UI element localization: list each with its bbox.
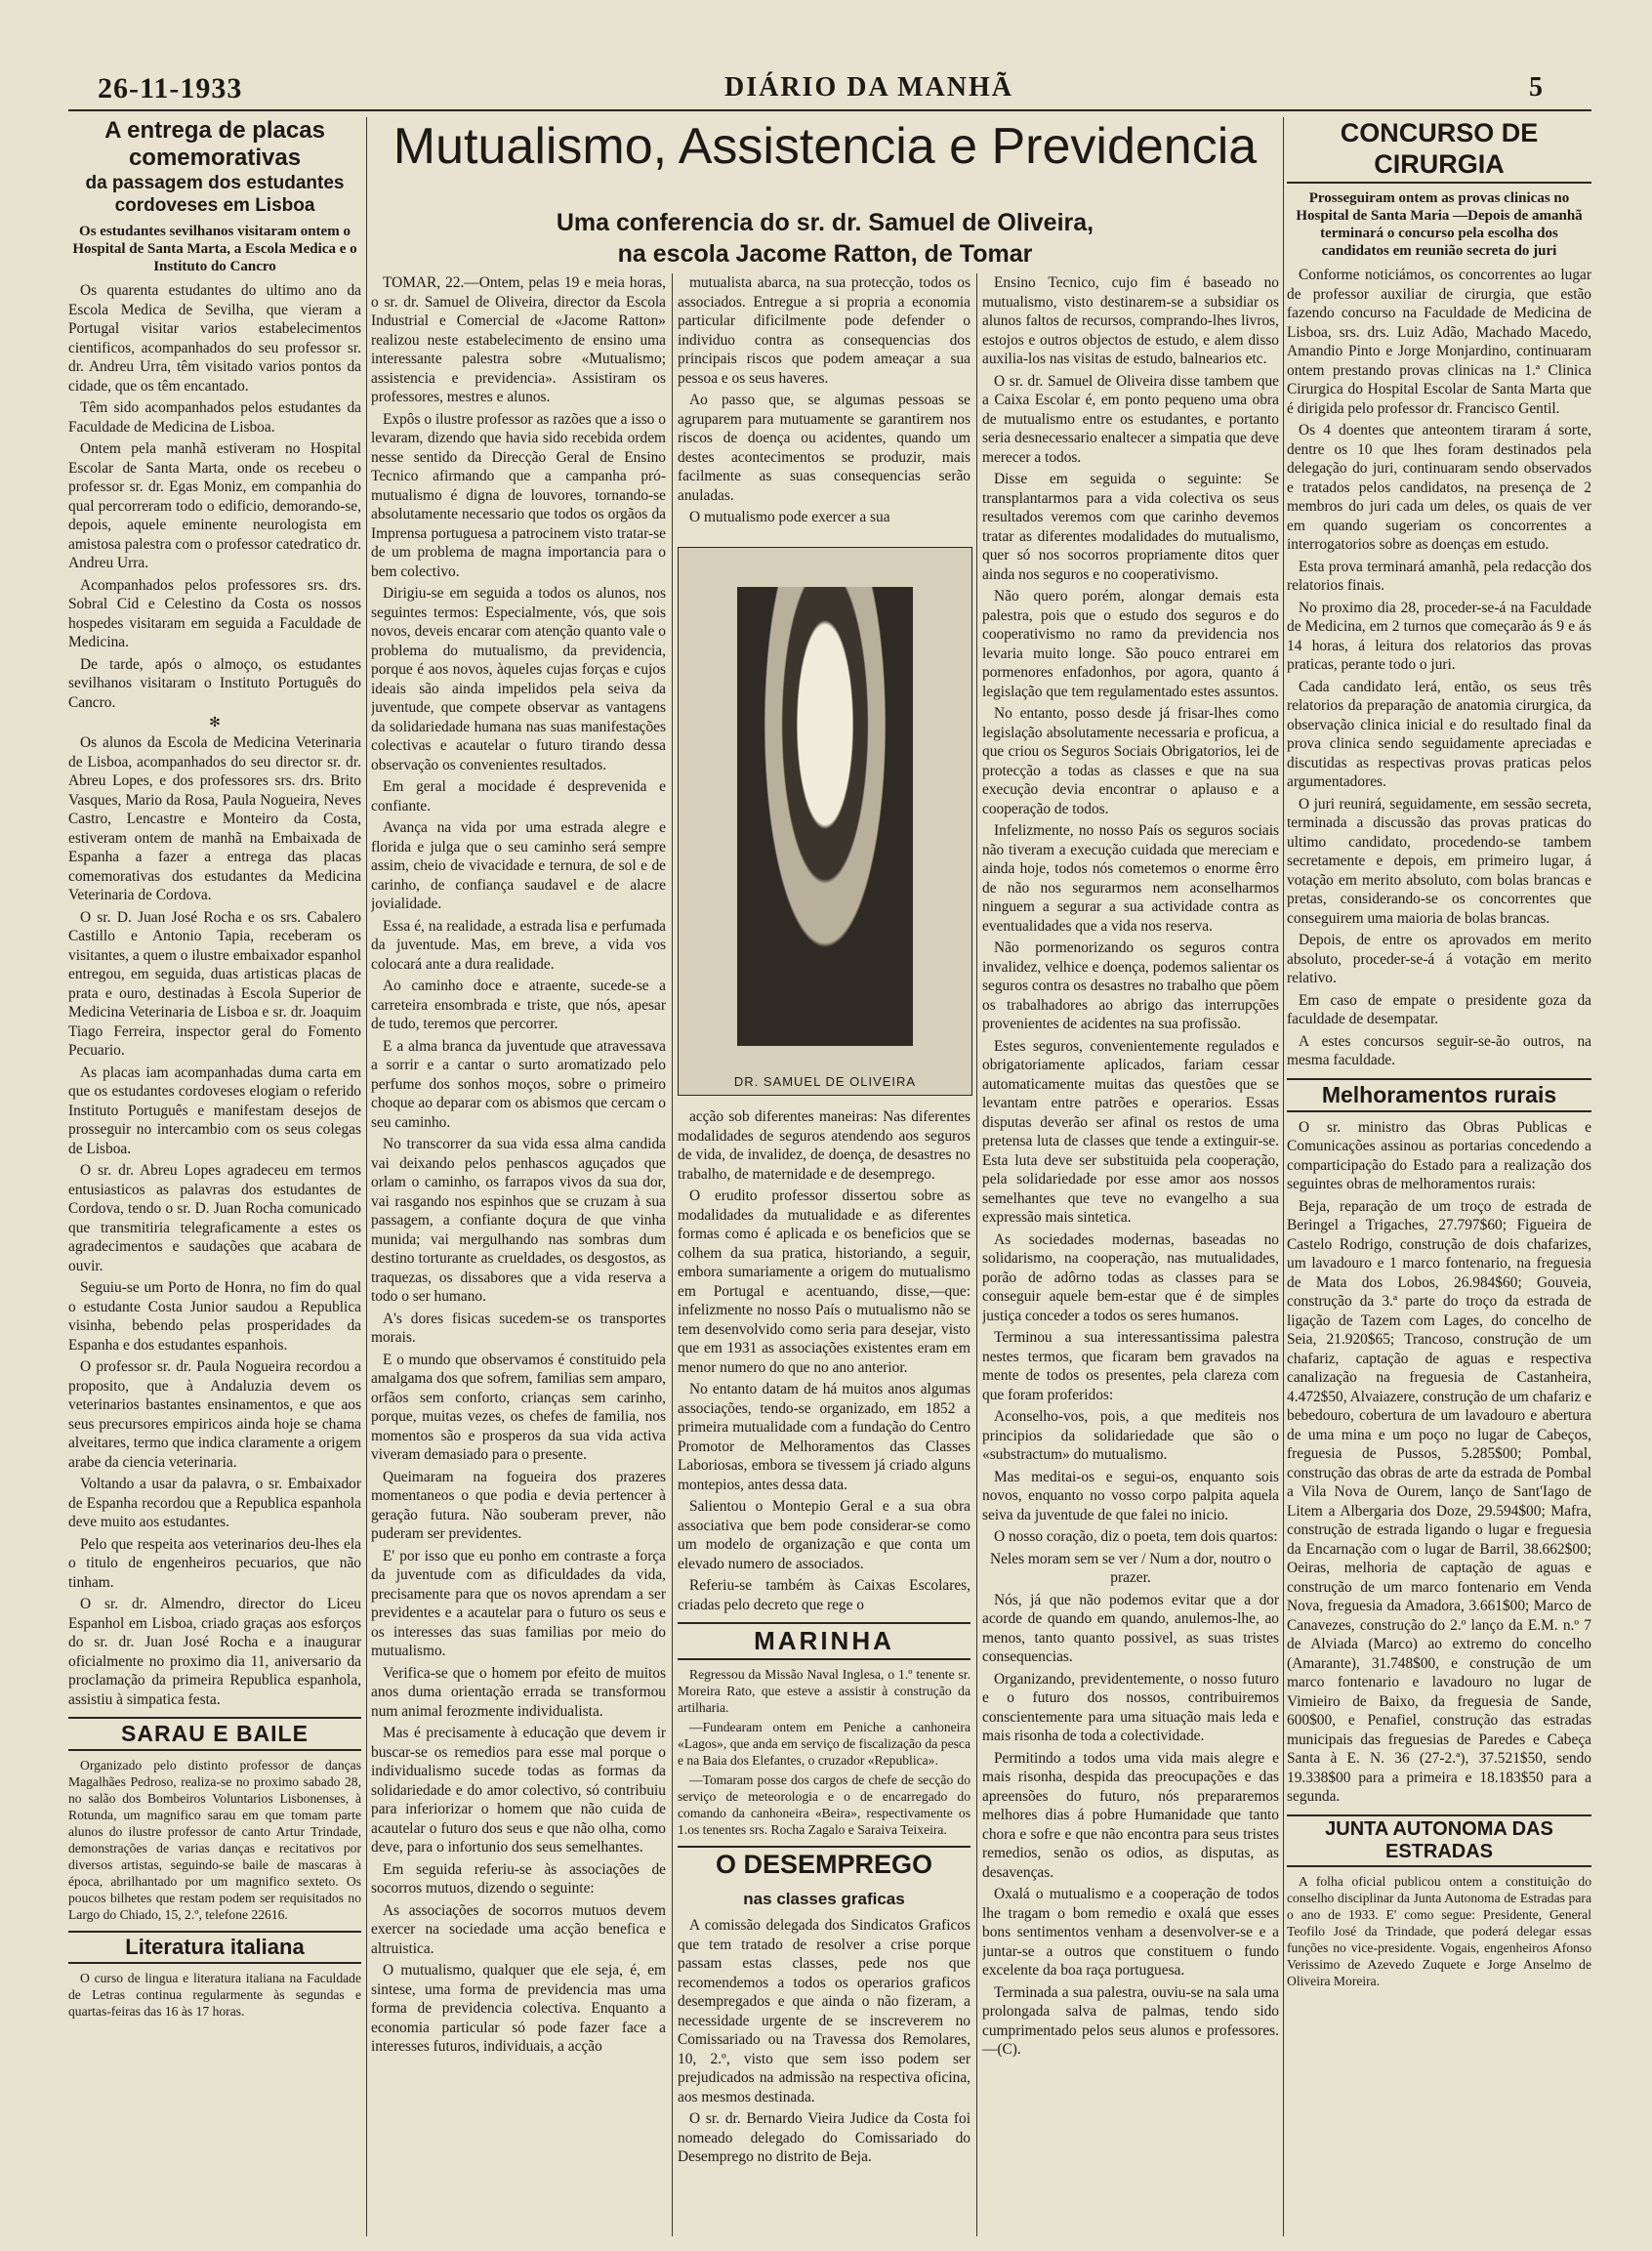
paragraph: Nós, já que não podemos evitar que a dor acorde de quando em quando, anulemos-lhe, ao menos, tanto quanto possivel, as suas tristes consequencias. (982, 1591, 1279, 1665)
paragraph: Terminada a sua palestra, ouviu-se na sala uma prolongada salva de palmas, tendo sido cumprimentado pelos seus alunos e professores.—(C). (982, 1983, 1279, 2058)
paragraph: Expôs o ilustre professor as razões que a isso o levaram, dizendo que havia sido recebida ordem nesse sentido da Direcção Geral de Ensino Tecnico afirmando que a campanha pró-mutualismo é digna de louvores, tornando-se absolutamente necessario que todos os orgãos da Imprensa portuguesa a patrocinem visto tratar-se de um problema de magna importancia para o bem colectivo. (371, 410, 666, 580)
paragraph: Terminou a sua interessantissima palestra nestes termos, que ficaram bem gravados na mente de todos os presentes, pela clareza com que foram proferidos: (982, 1329, 1279, 1403)
paragraph: No transcorrer da sua vida essa alma candida vai deixando pelos penhascos aguçados que orlam o caminho, os farrapos vivos da sua dor, vai rasgando nos espinhos que se cruzam à sua passagem, a confiante doçura de que vinha munida; vai mergulhando nas sombras dum destino torturante as crueldades, os desgostos, as traquezas, os dissabores que a vida reserva a todo o ser humano. (371, 1136, 666, 1305)
article-headline-sarau: SARAU E BAILE (68, 1717, 361, 1751)
column-rule (1283, 117, 1284, 2236)
article-headline-cirurgia: CONCURSO DE CIRURGIA (1287, 117, 1591, 184)
paragraph: O sr. dr. Almendro, director do Liceu Espanhol em Lisboa, criado graças aos esforços do sr. dr. Juan José Rocha e a inaugurar oficialmente no proximo dia 11, aniversario da proclamação da primeira Republica espanhola, assistiu à simpatica festa. (68, 1596, 361, 1708)
paragraph: Ontem pela manhã estiveram no Hospital Escolar de Santa Marta, onde os recebeu o professor sr. dr. Egas Moniz, em companhia do qual percorreram todo o edificio, demorando-se, depois, aquele eminente neurologista em amistosa palestra com o professor catedratico dr. Andreu Urra. (68, 440, 361, 571)
paragraph: acção sob diferentes maneiras: Nas diferentes modalidades de seguros atendendo aos seguros de vida, de invalidez, de doença, de desastres no trabalho, de maternidade e de desemprego. (678, 1108, 971, 1183)
paragraph: O erudito professor dissertou sobre as modalidades da mutualidade e as diferentes formas como é aplicada e os beneficios que se colhem da sua pratica, historiando, a seguir, embora sumariamente a origem do mutualismo em Portugal e acentuando, disse,—que: infelizmente no nosso País o mutualismo não se tem desenvolvido como seria para desejar, visto que em 1931 as associações existentes eram em menor numero do que no ano anterior. (678, 1188, 971, 1376)
feature-article-mutualismo (371, 117, 1279, 2236)
paragraph: O professor sr. dr. Paula Nogueira recordou a proposito, que à Andaluzia devem os veterinarios bastantes ensinamentos, e que aos seus precursores empiricos ainda hoje se chama alveitares, termo que indica claramente a origem arabe da ciencia veterinaria. (68, 1358, 361, 1471)
article-headline-marinha: MARINHA (678, 1622, 971, 1660)
paragraph: Beja, reparação de um troço de estrada de Beringel a Trigaches, 27.797$60; Figueira de Castelo Rodrigo, construção de dois chafarizes, um lavadouro e 1 marco fontenario, na freguesia de Mata dos Lobos, 26.984$60; Gouveia, construção da 3.ª parte do troço da estrada de ligação de Tazem com Lages, do concelho de Seia, 21.920$65; Trancoso, construção de um chafariz, captação de aguas e respectiva canalização na freguesia de Castanheira, 4.472$50, Alvaiazere, construção de um chafariz e bebedouro, cobertura de um lavadouro e abertura de uma mina e um poço no lugar de Cabeços, freguesia de Pussos, 5.285$00; Pombal, construção das obras de arte da estrada de Pombal a Vila Nova de Ourem, lanço de Sant'Iago de Litem a Albergaria dos Doze, 29.594$00; Mafra, construção de estrada ligando o lugar e freguesia da Encarnação com o lugar de Barril, 38.662$00; Oeiras, melhoria de captação de aguas e construção de um marco fontenario em Venda Nova, freguesia da Amadora, 3.661$00; Marco de Canavezes, construção do 2.º lanço da E.M. n.º 7 de Alviada (Marco) ao extremo do concelho (Amarante), 31.748$00, e construção de um marco fontenario e lavadouro no lugar de Vimieiro de Baixo, da freguesia de Sande, 600$00, e Penafiel, construção das estradas municipais das freguesias de Paredes e Cabeça Santa à E. N. 36 (27-2.ª), 37.521$50, sendo 19.338$00 para a primeira e 18.183$50 para a segunda. (1287, 1197, 1591, 1805)
paragraph: No proximo dia 28, proceder-se-á na Faculdade de Medicina, em 2 turnos que começarão ás 9 e ás 14 horas, á leitura dos relatorios das provas praticas, perante todo o juri. (1287, 599, 1591, 673)
paragraph: A comissão delegada dos Sindicatos Graficos que tem tratado de resolver a crise porque passam estas classes, pede nos que recomendemos a todos os operarios graficos desempregados e que ainda o não fizeram, a necessidade urgente de se inscreverem no Comissariado ou na Travessa dos Remolares, 10, 2.º, visto que sem isso podem ser prejudicados na admissão na respectiva oficina, aos mesmos destinada. (678, 1917, 971, 2105)
left-column (68, 117, 361, 2236)
column-rule (366, 117, 367, 2236)
photo-caption: DR. SAMUEL DE OLIVEIRA (733, 1074, 917, 1089)
paragraph: Dirigiu-se em seguida a todos os alunos, nos seguintes termos: Especialmente, vós, que sois novos, deveis encarar com atenção quanto vale o problema do mutualismo, da previdencia, porque é aos novos, àqueles cujas forças e cujos ideais são ainda impelidos pela seiva da juventude, que compete observar as vantagens da solidariedade humana nas suas manifestações colectivas e acautelar o futuro tirando dessa observação os convenientes resultados. (371, 585, 666, 773)
paragraph: Em caso de empate o presidente goza da faculdade de desempatar. (1287, 991, 1591, 1027)
feature-subheadline-line2: na escola Jacome Ratton, de Tomar (617, 240, 1033, 268)
paragraph: As associações de socorros mutuos devem exercer na sociedade uma acção benefica e altruistica. (371, 1901, 666, 1957)
article-subheadline-placas: da passagem dos estudantes cordoveses em Lisboa (85, 173, 345, 216)
column-rule (672, 273, 673, 2236)
paragraph: Avança na vida por uma estrada alegre e florida e julga que o seu caminho será sempre assim, cheio de vivacidade e ternura, de sol e de carinho, de confiança saudavel e de alacre jovialidade. (371, 819, 666, 912)
paragraph: O mutualismo pode exercer a sua (689, 509, 890, 525)
paragraph: O curso de lingua e literatura italiana na Faculdade de Letras continua regularmente às segundas e quartas-feiras das 16 às 17 horas. (68, 1971, 361, 2019)
issue-date: 26-11-1933 (98, 72, 243, 104)
article-body-sarau (68, 1757, 361, 1923)
separator-star: ✻ (209, 716, 221, 730)
paragraph: Depois, de entre os aprovados em merito absoluto, proceder-se-á á votação em merito relativo. (1287, 932, 1591, 986)
paragraph: Voltando a usar da palavra, o sr. Embaixador de Espanha recordou que a Republica espanhola deve muito aos estudantes. (68, 1476, 361, 1530)
paragraph: Pelo que respeita aos veterinarios deu-lhes ela o titulo de engenheiros pecuarios, que não tinham. (68, 1535, 361, 1591)
paragraph: A folha oficial publicou ontem a constituição do conselho disciplinar da Junta Autonoma de Estradas para o ano de 1933. E' como segue: Presidente, General Teofilo José da Trindade, que poderá delegar essas funções no vice-presidente. Vogais, engenheiros Afonso Verissimo de Azevedo Zuquete e Jorge Anselmo de Oliveira Moreira. (1287, 1873, 1591, 1988)
paragraph: Mas meditai-os e segui-os, enquanto sois novos, enquanto no vosso corpo palpita aquela seiva da juventude de que falei no inicio. (982, 1468, 1279, 1523)
paragraph: —Tomaram posse dos cargos de chefe de secção do serviço de meteorologia e o de encarregado do comando da canhoneira «Beira», respectivamente os 1.os tenentes srs. Rocha Zagalo e Saraiva Teixeira. (678, 1772, 971, 1837)
paragraph: E a alma branca da juventude que atravessava a sorrir e a cantar o surto aromatizado pelo perfume dos sonhos moços, sobre o primeiro choque ao deparar com os abismos que cercam o seu caminho. (371, 1037, 666, 1131)
paragraph: mutualista abarca, na sua protecção, todos os associados. Entregue a si propria a economia particular dificilmente pode defender o individuo contra as consequencias dos principais riscos que podem ameaçar a sua pessoa e os seus haveres. (678, 274, 971, 387)
paragraph: Regressou da Missão Naval Inglesa, o 1.º tenente sr. Moreira Rato, que esteve a assistir à construção da artilharia. (678, 1667, 971, 1715)
article-headline-desemprego: O DESEMPREGO (678, 1846, 971, 1882)
article-body-melhoramentos (1287, 1118, 1591, 1807)
paragraph: Os quarenta estudantes do ultimo ano da Escola Medica de Sevilha, que vieram a Portugal visitar varios estabelecimentos cientificos, acompanhados do seu professor sr. dr. Andreu Urra, têm visitado varios pontos da cidade, que os têm encantado. (68, 282, 361, 395)
paragraph: Salientou o Montepio Geral e a sua obra associativa que bem pode considerar-se como um modelo de organização e que conta um elevado numero de associados. (678, 1498, 971, 1572)
paragraph: Os 4 doentes que anteontem tiraram á sorte, dentre os 10 que lhes foram destinados pela delegação do juri, continuaram sendo observados e tratados pelos candidatos, na presença de 2 membros do juri cada um deles, os quais de ver em quando sugeriam os concorrentes a interrogatorios sobre as doenças em estudo. (1287, 422, 1591, 553)
paragraph: De tarde, após o almoço, os estudantes sevilhanos visitaram o Instituto Português do Cancro. (68, 655, 361, 711)
article-lede-sevilhanos: Os estudantes sevilhanos visitaram ontem o Hospital de Santa Marta, a Escola Medica e o Instituto do Cancro (72, 224, 357, 274)
portrait-image (737, 587, 913, 1046)
paragraph: O mutualismo, qualquer que ele seja, é, em sintese, uma forma de previdencia mas uma forma de previdencia colectiva. Enquanto a economia particular só pode fazer face a interesses futuros, individuais, a acção (371, 1962, 666, 2055)
paragraph: No entanto, posso desde já frisar-lhes como legislação absolutamente necessaria e proficua, a que criou os Seguros Sociais Obrigatorios, lei de protecção a todas as classes e que na sua execução devia encontrar o aplauso e a cooperação de todos. (982, 705, 1279, 817)
paragraph: O sr. dr. Bernardo Vieira Judice da Costa foi nomeado delegado do Comissariado do Desemprego no distrito de Beja. (678, 2110, 971, 2165)
paragraph: O sr. dr. Abreu Lopes agradeceu em termos entusiasticos as palavras dos estudantes de Cordova, tendo o sr. D. Juan Rocha comunicado que transmitiria telegraficamente a estes os agradecimentos e saudações que acabara de ouvir. (68, 1162, 361, 1274)
paragraph: Acompanhados pelos professores srs. drs. Sobral Cid e Celestino da Costa os nossos hospedes visitaram em seguida a Faculdade de Medicina. (68, 576, 361, 650)
paragraph: No entanto datam de há muitos anos algumas associações, tendo-se organizado, em 1852 a primeira mutualidade com a fundação do Centro Promotor de Melhoramentos das Classes Laboriosas, embora se tivessem já criado alguns montepios, antes dessa data. (678, 1381, 971, 1493)
paragraph: As sociedades modernas, baseadas no solidarismo, na cooperação, nas mutualidades, porão de adôrno todas as classes para se conseguir aquele bem-estar que é de simples justiça conceder a todos os seres humanos. (982, 1230, 1279, 1324)
feature-headline: Mutualismo, Assistencia e Previdencia (392, 118, 1258, 175)
article-body-cordoveses (68, 733, 361, 1709)
article-headline-junta: JUNTA AUTONOMA DAS ESTRADAS (1287, 1814, 1591, 1867)
portrait-photo (678, 547, 972, 1096)
paragraph: Ao passo que, se algumas pessoas se agruparem para mutuamente se garantirem nos riscos de doença ou acidentes, quando um destes acontecimentos se produzir, mais facilmente as suas consequencias serão anuladas. (678, 392, 971, 504)
paragraph: Seguiu-se um Porto de Honra, no fim do qual o estudante Costa Junior saudou a Republica visinha, bebendo pelas prosperidades da Espanha e dos estudantes espanhois. (68, 1279, 361, 1354)
article-headline-placas: A entrega de placas comemorativas (104, 117, 325, 171)
feature-column-1 (371, 273, 666, 2236)
article-headline-melhoramentos: Melhoramentos rurais (1287, 1078, 1591, 1112)
article-body-literatura (68, 1970, 361, 2020)
page-number: 5 (1529, 72, 1543, 103)
paragraph: O sr. ministro das Obras Publicas e Comunicações assinou as portarias concedendo a comparticipação do Estado para a realização dos seguintes obras de melhoramentos rurais: (1287, 1118, 1591, 1192)
paragraph: TOMAR, 22.—Ontem, pelas 19 e meia horas, o sr. dr. Samuel de Oliveira, director da Escola Industrial e Comercial de «Jacome Ratton» realizou neste estabelecimento de ensino uma interessante palestra sobre «Mutualismo; assistencia e previdencia». Assistiram os professores, mestres e alunos. (371, 274, 666, 405)
article-body-junta (1287, 1873, 1591, 1989)
paragraph: Organizando, previdentemente, o nosso futuro e o futuro dos nossos, contribuiremos conscientemente para uma situação mais leda e mais risonha de toda a colectividade. (982, 1670, 1279, 1744)
article-body-sevilhanos (68, 281, 361, 712)
paragraph: Cada candidato lerá, então, os seus três relatorios da preparação de anatomia cirurgica, da observação clinica inicial e do resultado final da prova clinica sendo seguidamente apreciadas e discutidas as respectivas provas praticas pelos argumentadores. (1287, 678, 1591, 790)
article-body-cirurgia (1287, 266, 1591, 1070)
paragraph: Os alunos da Escola de Medicina Veterinaria de Lisboa, acompanhados do seu director sr. dr. Abreu Lopes, e dos professores srs. drs. Brito Vasques, Mario da Rosa, Paula Nogueira, Neves Castro, Lencastre e Monteiro da Costa, estiveram ontem de manhã na Embaixada de Espanha a fazer a entrega das placas comemorativas dos estudantes da Medicina Veterinaria de Cordova. (68, 734, 361, 903)
article-lede-cirurgia: Prosseguiram ontem as provas clinicas no Hospital de Santa Maria —Depois de amanhã terminará o concurso pela escolha dos candidatos em reunião secreta do juri (1296, 190, 1583, 259)
feature-subheadline-line1: Uma conferencia do sr. dr. Samuel de Oliveira, (556, 209, 1094, 236)
paragraph: Em seguida referiu-se às associações de socorros mutuos, dizendo o seguinte: (371, 1860, 666, 1897)
paragraph: Essa é, na realidade, a estrada lisa e perfumada da juventude. Mas, em breve, a vida vos colocará ante a dura realidade. (371, 917, 666, 973)
paragraph: Queimaram na fogueira dos prazeres momentaneos o que podia e devia pertencer à geração futura. Não souberam prever, não puderam ser previdentes. (371, 1468, 666, 1542)
paragraph: Estes seguros, convenientemente regulados e obrigatoriamente aplicados, fariam cessar automaticamente muitas das questões que se levantam entre patrões e operarios. Essas disputas deverão ser afinal os restos de uma pretensa luta de classes que tende a extinguir-se. Esta luta deve ser substituida pela cooperação, pela solidariedade por esse amor aos nossos semelhantes que teve no evangelho a sua expressão mais sintetica. (982, 1037, 1279, 1226)
verse: Neles moram sem se ver / Num a dor, noutro o prazer. (990, 1550, 1271, 1586)
paragraph: Permitindo a todos uma vida mais alegre e mais risonha, despida das preocupações e das apreensões do futuro, nós prepararemos melhores dias á pobre Humanidade que tanto chora e sofre e que não encontra para seus tristes remedios, senão os odios, as disputas, as desavenças. (982, 1749, 1279, 1881)
paragraph: Mas é precisamente à educação que devem ir buscar-se os remedios para esse mal porque o individualismo sucede todas as formas da solidariedade e do amor colectivo, só contribuiu para inferiorizar o homem que não cuida de acautelar o futuro dos seus e que não olha, como deve, para o infortunio dos seus semelhantes. (371, 1725, 666, 1855)
masthead-rule (68, 109, 1591, 111)
feature-column-2-top (678, 273, 971, 547)
paragraph: A estes concursos seguir-se-ão outros, na mesma faculdade. (1287, 1032, 1591, 1068)
paragraph: Ao caminho doce e atraente, sucede-se a carreteira ensombrada e triste, que nós, apesar de tudo, teremos que percorrer. (371, 978, 666, 1032)
paragraph: —Fundearam ontem em Peniche a canhoneira «Lagos», que anda em serviço de fiscalização da pesca e na Baia dos Elefantes, o cruzador «Republica». (678, 1720, 971, 1768)
paragraph: O sr. D. Juan José Rocha e os srs. Cabalero Castillo e Antonio Tapia, receberam os visitantes, a quem o ilustre embaixador espanhol entregou, em seguida, duas artisticas placas de prata e ouro, destinadas à Escola Superior de Medicina Veterinaria de Lisboa e sr. dr. Joaquim Tiago Ferreira, inspector geral do Fomento Pecuario. (68, 908, 361, 1059)
paragraph: Não quero porém, alongar demais esta palestra, pois que o estudo dos seguros e do cooperativismo no ramo da previdencia nos levaria muito longe. São pouco entrarei em pormenores enfadonhos, por agora, quanto á legislação que tem regulamentado estes assuntos. (982, 588, 1279, 700)
paragraph: Conforme noticiámos, os concorrentes ao lugar de professor auxiliar de cirurgia, que estão fazendo concurso na Faculdade de Medicina de Lisboa, srs. drs. Luiz Adão, Machado Macedo, Amandio Pinto e Jorge Monjardino, continuaram ontem prestando provas clinicas na 1.ª Clinica Cirurgica do Hospital Escolar de Santa Marta que é dirigida pelo professor dr. Francisco Gentil. (1287, 267, 1591, 417)
article-subheadline-desemprego: nas classes graficas (743, 1890, 905, 1908)
paragraph: E' por isso que eu ponho em contraste a força da juventude com as dificuldades da vida, precisamente para que os novos aprendam a ser previdentes e a acautelar para o futuro os seus e os interesses das suas familias por meio do mutualismo. (371, 1547, 666, 1659)
paragraph: Aconselho-vos, pois, a que mediteis nos principios da solidariedade que são o «substractum» do mutualismo. (982, 1408, 1279, 1463)
paragraph: Ensino Tecnico, cujo fim é baseado no mutualismo, visto destinarem-se a subsidiar os alunos faltos de recursos, comprando-lhes livros, estojos e outros objectos de estudo, e alem disso auxilia-los nas visitas de estudo, balnearios etc. (982, 274, 1279, 367)
paragraph: Referiu-se também às Caixas Escolares, criadas pelo decreto que rege o (678, 1577, 971, 1613)
paragraph: Esta prova terminará amanhã, pela redacção dos relatorios finais. (1287, 558, 1591, 594)
paragraph: O juri reunirá, seguidamente, em sessão secreta, terminada a discussão das provas praticas do ultimo candidato, procedendo-se tambem secretamente e depois, em primeiro lugar, á votação em merito absoluto, com bolas brancas e pretas, considerando-se os concorrentes que conseguirem uma maioria de bolas brancas. (1287, 795, 1591, 927)
paragraph: As placas iam acompanhadas duma carta em que os estudantes cordoveses elogiam o referido Instituto Português e manifestam desejos de prosseguir no intercambio com os seus colegas de Lisboa. (68, 1063, 361, 1157)
paragraph: Infelizmente, no nosso País os seguros sociais não tiveram a execução cuidada que mereciam e ainda hoje, todos nós cometemos o enorme êrro de não nos segurarmos nem aconselharmos ninguem a segurar a sua actividade contra as eventualidades que a vida nos reserva. (982, 822, 1279, 935)
paragraph: A's dores fisicas sucedem-se os transportes morais. (371, 1310, 666, 1346)
article-body-marinha (678, 1666, 971, 1838)
right-column (1287, 117, 1591, 2236)
paragraph: Em geral a mocidade é desprevenida e confiante. (371, 778, 666, 814)
masthead (98, 70, 1543, 104)
paragraph: Oxalá o mutualismo e a cooperação de todos lhe tragam o bom remedio e oxalá que esses bons sentimentos venham a desenvolver-se e a juntar-se a outros que constituem o fundo excelente da boa raça portuguesa. (982, 1886, 1279, 1979)
paragraph: Organizado pelo distinto professor de danças Magalhães Pedroso, realiza-se no proximo sabado 28, no salão dos Bombeiros Voluntarios Lisbonenses, à Rotunda, um magnifico sarau em que tomam parte alunos do ilustre professor de canto Artur Trindade, demonstrações de varias danças e recitativos por diversos artistas, seguindo-se baile de mascaras à época, abrilhantado por um magnifico sexteto. Os poucos bilhetes que restam podem ser requisitados no Largo do Chiado, 15, 2.º, telefone 22616. (68, 1758, 361, 1922)
paragraph: O nosso coração, diz o poeta, tem dois quartos: (994, 1528, 1278, 1545)
article-headline-literatura: Literatura italiana (68, 1931, 361, 1964)
newspaper-name: DIÁRIO DA MANHÃ (724, 72, 1013, 103)
feature-subheadline (371, 207, 1279, 270)
paragraph: Têm sido acompanhados pelos estudantes da Faculdade de Medicina de Lisboa. (68, 399, 361, 436)
paragraph: E o mundo que observamos é constituido pela amalgama dos que sofrem, familias sem amparo, orfãos sem conforto, crianças sem carinho, porque, muitas vezes, os chefes de familia, nos momentos são e prosperos da sua vida activa viveram demasiado para o presente. (371, 1351, 666, 1463)
column-rule (976, 273, 977, 2236)
paragraph: O sr. dr. Samuel de Oliveira disse tambem que a Caixa Escolar é, em ponto pequeno uma obra de mutualismo entre os estudantes, e portanto seria desnecessario enaltecer a simpatia que deve merecer a todos. (982, 372, 1279, 466)
paragraph: Verifica-se que o homem por efeito de muitos anos duma orientação errada se transformou num animal ferozmente individualista. (371, 1664, 666, 1720)
paragraph: Disse em seguida o seguinte: Se transplantarmos para a vida colectiva os seus resultados veremos com que carinho devemos tratar as diferentes modalidades do mutualismo, quer só nos socorros propriamente ditos quer ainda nos seguros e no cooperativismo. (982, 471, 1279, 583)
feature-column-3 (982, 273, 1279, 2236)
paragraph: Não pormenorizando os seguros contra invalidez, velhice e doença, podemos salientar os seguros contra os desastres no trabalho que põem os trabalhadores ao abrigo das interrupções provenientes de acidentes na sua profissão. (982, 939, 1279, 1032)
